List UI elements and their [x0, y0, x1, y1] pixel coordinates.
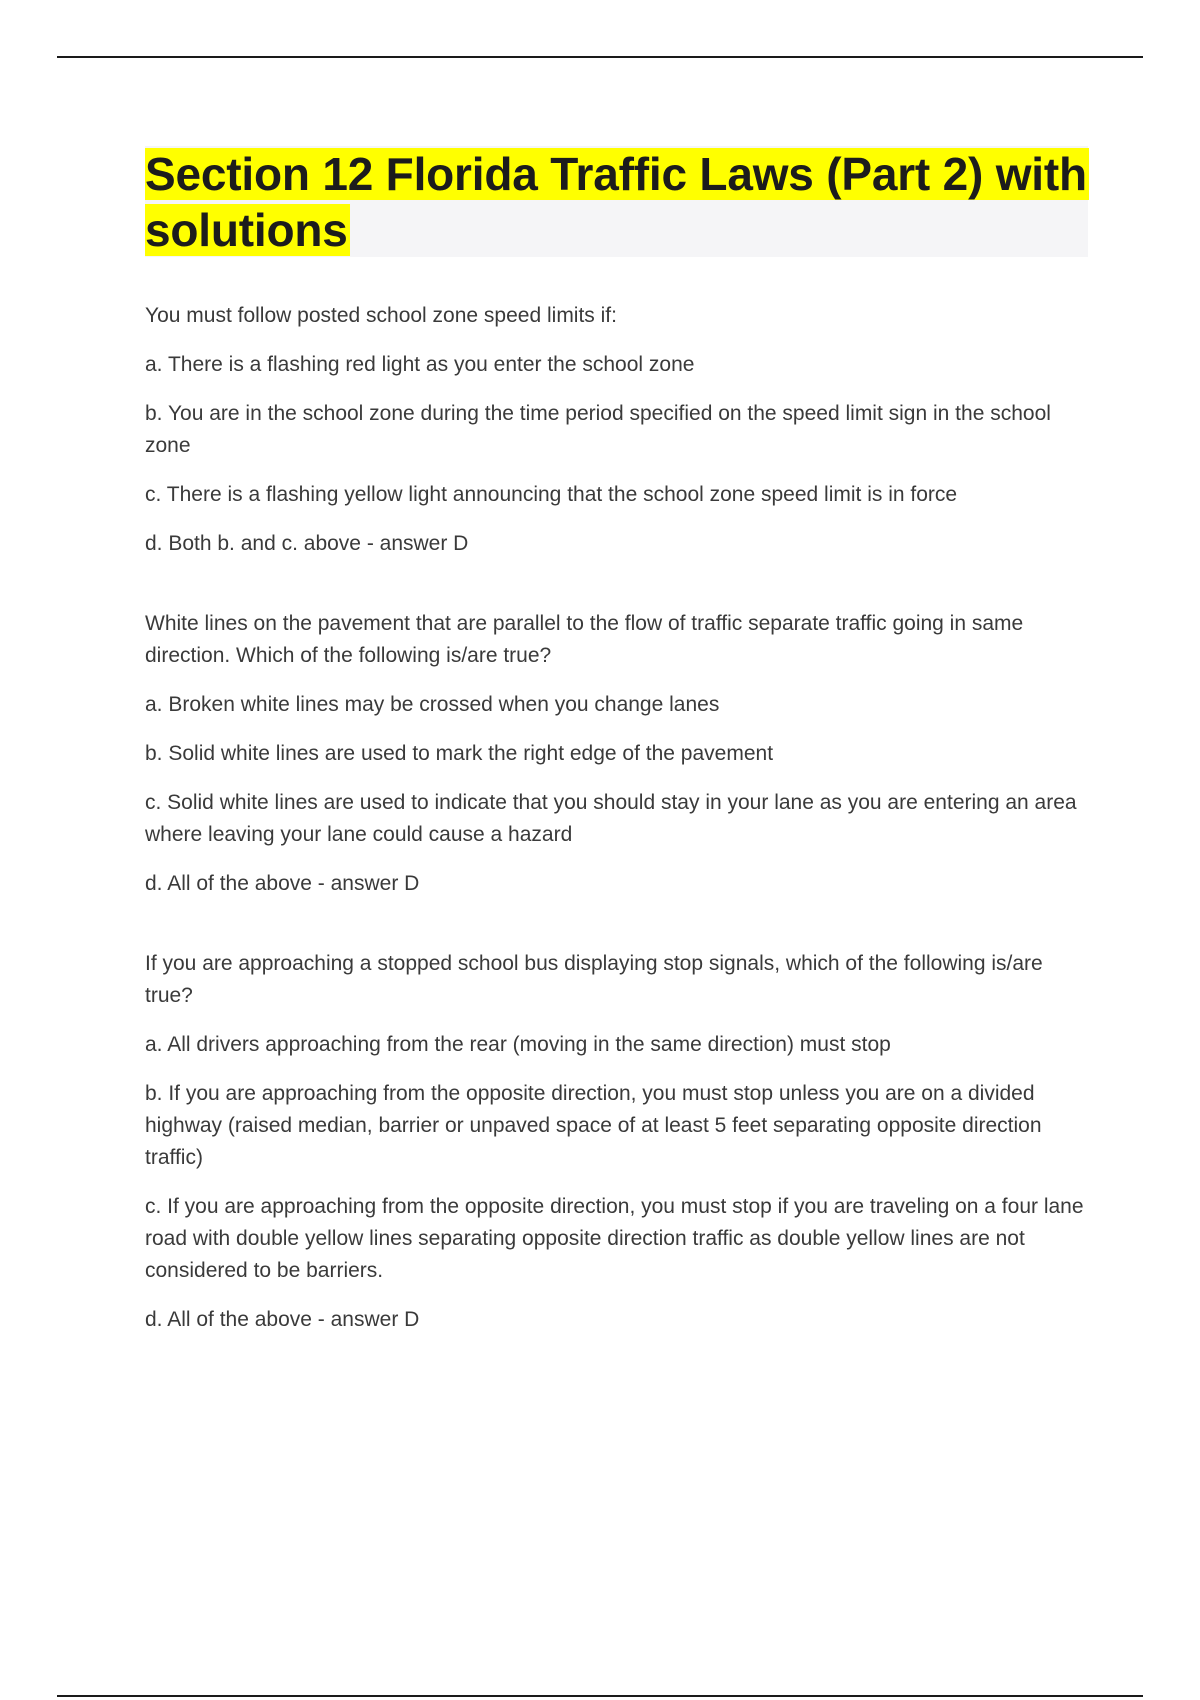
answer-option: b. Solid white lines are used to mark the right edge of the pavement: [145, 742, 774, 765]
document-title: [145, 146, 1088, 258]
answer-option: c. There is a flashing yellow light announcing that the school zone speed limit is in force: [145, 483, 958, 506]
answer-option: d. All of the above - answer D: [145, 872, 420, 895]
answer-option: b. You are in the school zone during the time period specified on the speed limit sign in the school zone: [145, 402, 1051, 457]
question-3: [145, 948, 1090, 1336]
question-prompt: If you are approaching a stopped school bus displaying stop signals, which of the following is/are true?: [145, 952, 1043, 1007]
question-prompt: You must follow posted school zone speed limits if:: [145, 304, 617, 327]
question-2: [145, 608, 1090, 900]
bottom-rule: [57, 1695, 1143, 1697]
answer-option: a. There is a flashing red light as you enter the school zone: [145, 353, 695, 376]
answer-option: c. If you are approaching from the opposite direction, you must stop if you are traveling on a four lane road with double yellow lines separating opposite direction traffic as double yellow lines are not considered to be barriers.: [145, 1195, 1084, 1282]
question-prompt: White lines on the pavement that are parallel to the flow of traffic separate traffic going in same direction. Which of the following is/are true?: [145, 612, 1024, 667]
answer-option: a. Broken white lines may be crossed when you change lanes: [145, 693, 720, 716]
document-title-highlight: Section 12 Florida Traffic Laws (Part 2) with solutions: [145, 148, 1087, 256]
title-block: [145, 146, 1088, 257]
answer-option: a. All drivers approaching from the rear (moving in the same direction) must stop: [145, 1033, 891, 1056]
answer-option: d. Both b. and c. above - answer D: [145, 532, 469, 555]
answer-option: d. All of the above - answer D: [145, 1308, 420, 1331]
document-body: [145, 300, 1090, 1336]
question-1: [145, 300, 1090, 560]
answer-option: b. If you are approaching from the opposite direction, you must stop unless you are on a divided highway (raised median, barrier or unpaved space of at least 5 feet separating opposite direction traffic): [145, 1082, 1042, 1169]
top-rule: [57, 56, 1143, 58]
answer-option: c. Solid white lines are used to indicate that you should stay in your lane as you are entering an area where leaving your lane could cause a hazard: [145, 791, 1077, 846]
